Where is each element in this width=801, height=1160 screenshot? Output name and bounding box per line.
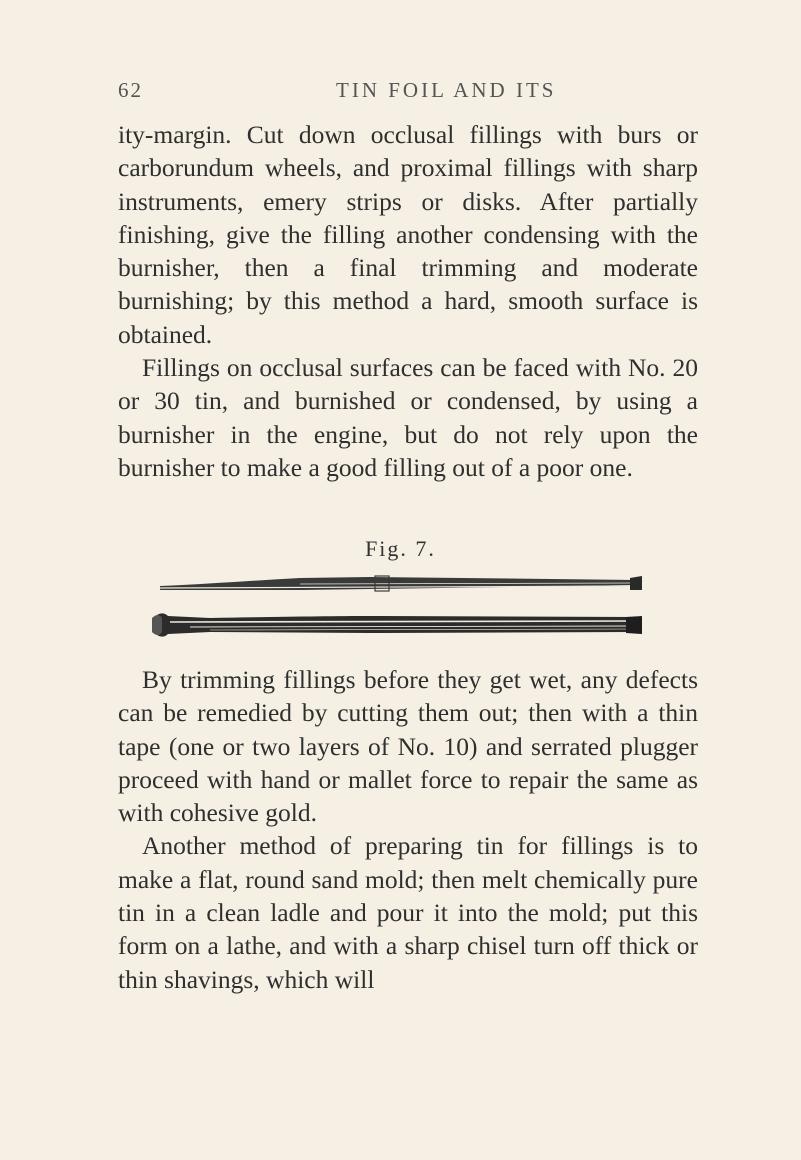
running-title: TIN FOIL AND ITS bbox=[336, 78, 557, 102]
svg-text:SSW: SSW bbox=[387, 579, 401, 585]
paragraph: Another method of preparing tin for fillings is to make a flat, round sand mold; then melt chemically pure tin in a clean ladle and pour it into the mold; put this form on a lathe, and with a sharp chisel turn off thick or thin shavings, which will bbox=[118, 831, 698, 994]
page-number: 62 bbox=[118, 78, 143, 102]
text-block-bottom bbox=[118, 663, 698, 996]
paragraph: ity-margin. Cut down occlusal fillings with burs or carborundum wheels, and proximal fillings with sharp instruments, emery strips or disks. After partially finishing, give the filling another condensing with the burnisher, then a final trimming and moderate burnishing; by this method a hard, smooth surface is obtained. bbox=[118, 120, 698, 349]
lower-instrument bbox=[152, 613, 642, 636]
instrument-drawing bbox=[150, 568, 650, 650]
text-block-top bbox=[118, 118, 698, 484]
upper-instrument bbox=[160, 576, 642, 591]
burnisher-instrument-illustration bbox=[150, 568, 650, 650]
paragraph: By trimming fillings before they get wet, any defects can be remedied by cutting them out; then with a thin tape (one or two layers of No. 10) and serrated plugger proceed with hand or mallet force to repair the same as with cohesive gold. bbox=[118, 665, 698, 828]
paragraph: Fillings on occlusal surfaces can be faced with No. 20 or 30 tin, and burnished or condensed, by using a burnisher in the engine, but do not rely upon the burnisher to make a good filling out of a poor one. bbox=[118, 353, 698, 482]
figure-caption: Fig. 7. bbox=[365, 536, 436, 561]
running-head bbox=[118, 78, 678, 108]
